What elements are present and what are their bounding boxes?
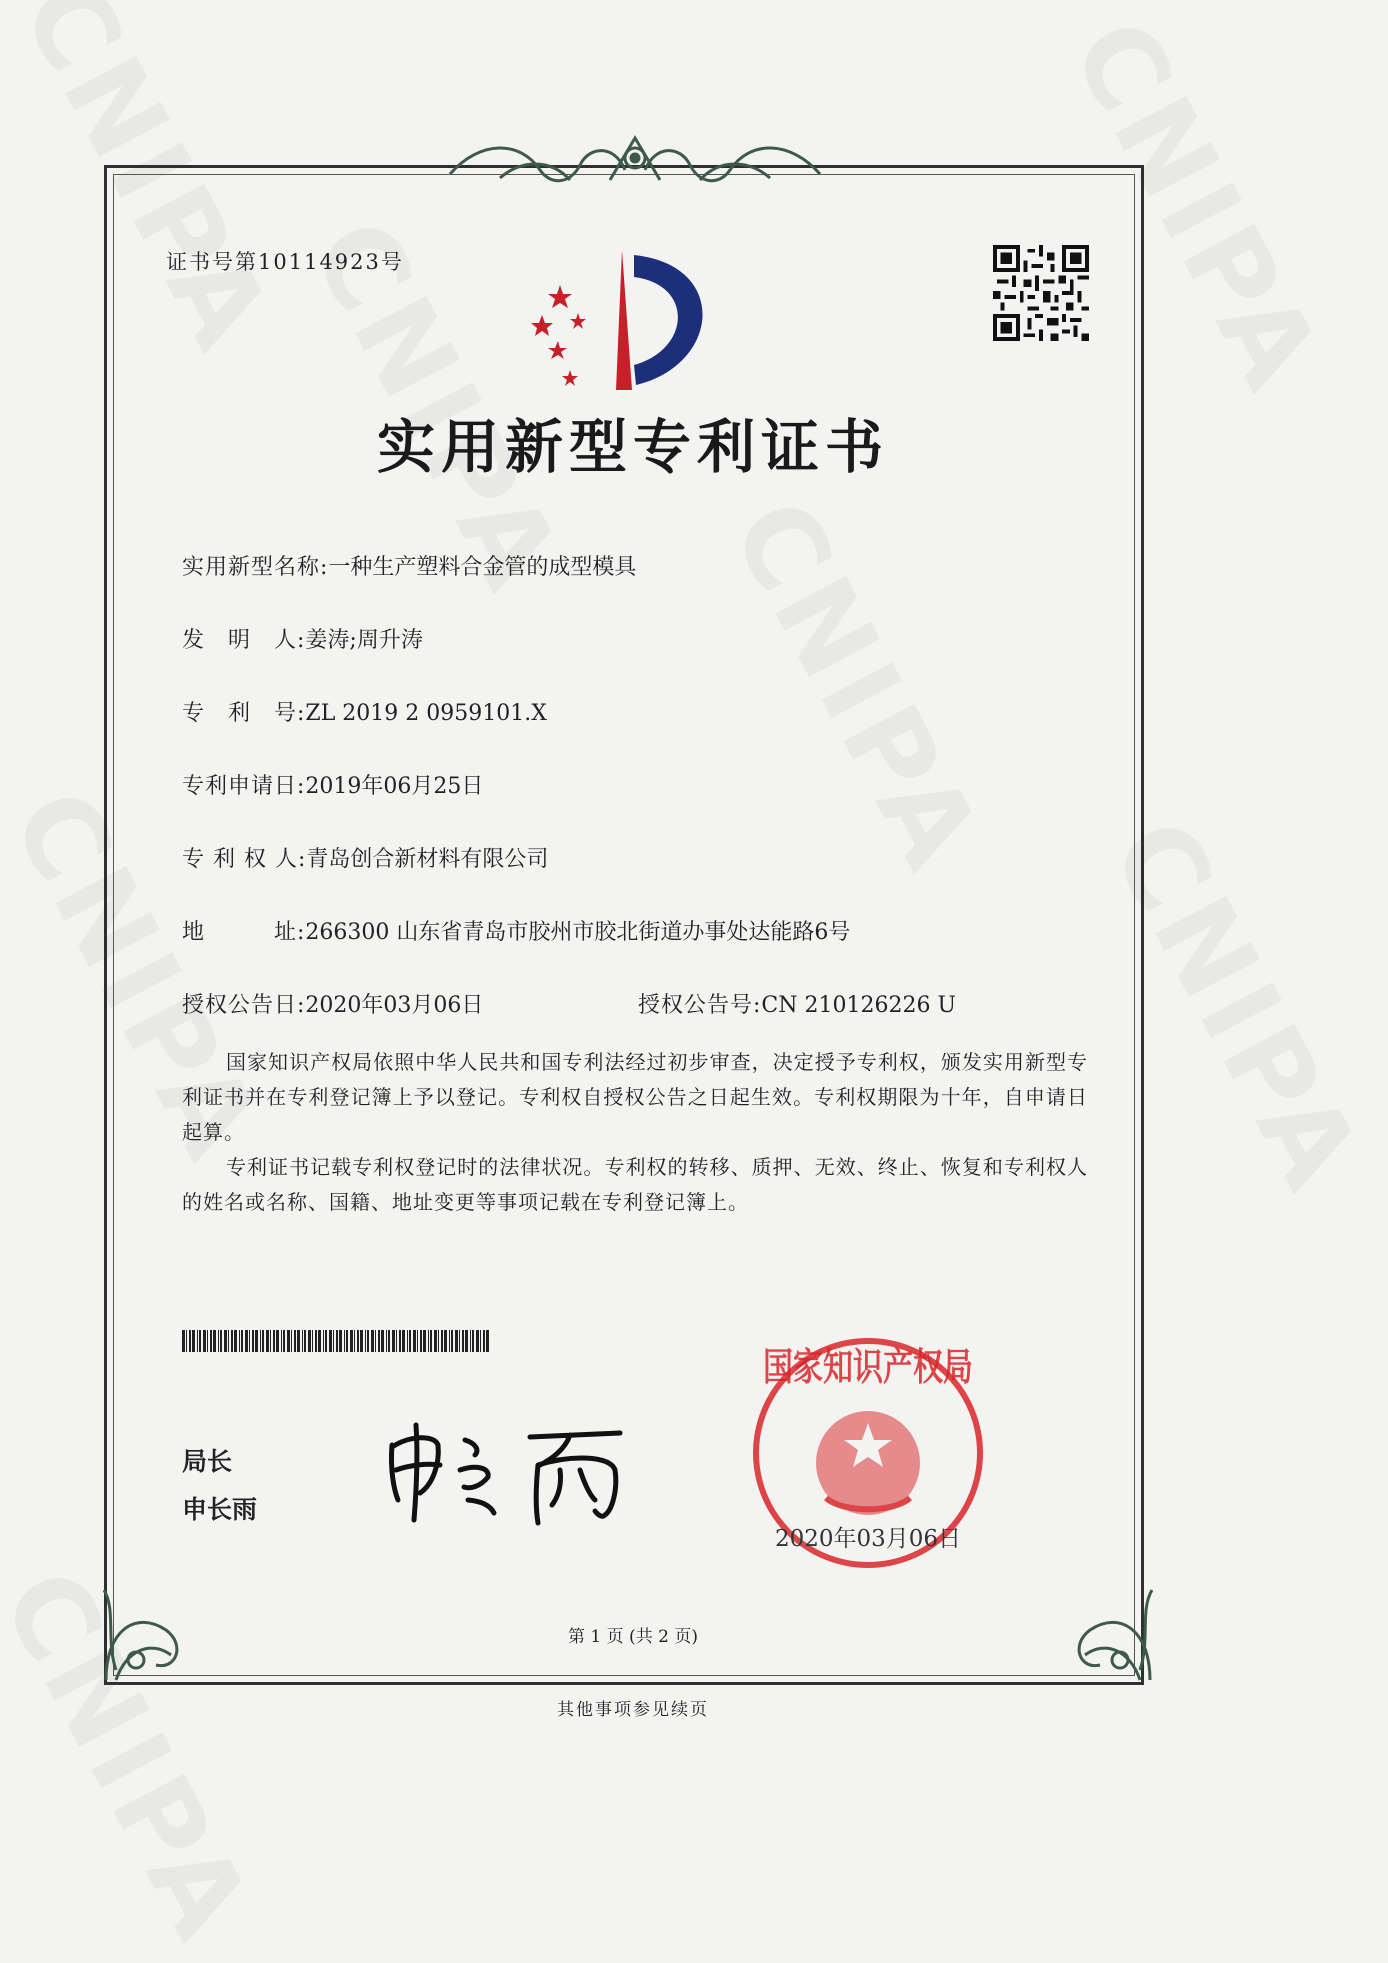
barcode-bar [239, 1330, 240, 1352]
barcode-bar [197, 1330, 198, 1352]
field-label: 地 址: [182, 920, 306, 945]
barcode-bar [294, 1330, 296, 1352]
barcode-bar [241, 1330, 243, 1352]
barcode-bar [308, 1330, 311, 1352]
field-label: 发 明 人: [182, 628, 306, 653]
barcode-bar [287, 1330, 290, 1352]
field-value: 一种生产塑料合金管的成型模具 [328, 555, 637, 580]
continued-page-note: 其他事项参见续页 [557, 1700, 709, 1720]
barcode-bar [203, 1330, 206, 1352]
barcode-bar [213, 1330, 216, 1352]
official-seal [738, 1328, 998, 1578]
barcode-bar [486, 1330, 489, 1352]
barcode-bar [297, 1330, 300, 1352]
barcode-bar [329, 1330, 332, 1352]
patent-number-field [182, 696, 547, 727]
barcode-bar [350, 1330, 353, 1352]
barcode-bar [375, 1330, 376, 1352]
barcode-bar [386, 1330, 387, 1352]
field-label: 授权公告日: [182, 993, 306, 1018]
barcode-bar [304, 1330, 306, 1352]
barcode-bar [371, 1330, 374, 1352]
barcode-bar [252, 1330, 254, 1352]
barcode-bar [480, 1330, 481, 1352]
handwritten-signature [380, 1415, 640, 1525]
filing-date-field [182, 769, 483, 800]
barcode-bar [312, 1330, 313, 1352]
barcode-bar [444, 1330, 447, 1352]
barcode-bar [465, 1330, 468, 1352]
barcode-bar [476, 1330, 479, 1352]
address-field [182, 915, 850, 946]
cnipa-logo [530, 245, 730, 395]
field-label: 专利申请日: [182, 774, 306, 799]
barcode-bar [413, 1330, 416, 1352]
barcode-bar [245, 1330, 248, 1352]
barcode-bar [182, 1330, 185, 1352]
signer-name: 申长雨 [182, 1495, 258, 1524]
seal-org-text: 国家知识产权局 [763, 1345, 973, 1389]
barcode-bar [367, 1330, 369, 1352]
barcode-bar [417, 1330, 418, 1352]
barcode-bar [207, 1330, 208, 1352]
barcode-bar [189, 1330, 191, 1352]
barcode-bar [339, 1330, 342, 1352]
barcode-bar [381, 1330, 384, 1352]
barcode-bar [472, 1330, 474, 1352]
barcode-bar [365, 1330, 366, 1352]
barcode-bar [428, 1330, 429, 1352]
signer-role: 局长 [182, 1447, 233, 1476]
legal-status-paragraph: 专利证书记载专利权登记时的法律状况。专利权的转移、质押、无效、终止、恢复和专利权人的姓名或名称、国籍、地址变更等事项记载在专利登记簿上。 [182, 1155, 1088, 1214]
inventor-field [182, 623, 423, 654]
barcode-bar [262, 1330, 264, 1352]
barcode-bar [420, 1330, 422, 1352]
barcode-bar [231, 1330, 233, 1352]
barcode-bar [441, 1330, 443, 1352]
field-label: 专 利 号: [182, 701, 306, 726]
barcode-bar [438, 1330, 439, 1352]
barcode-bar [388, 1330, 390, 1352]
field-label: 实用新型名称: [182, 555, 329, 580]
qr-code [993, 245, 1089, 341]
barcode-bar [199, 1330, 201, 1352]
field-value: 2020年03月06日 [305, 993, 484, 1018]
barcode-bar [318, 1330, 321, 1352]
field-value: CN 210126226 U [761, 993, 957, 1018]
patentee-field [182, 842, 548, 873]
barcode-bar [392, 1330, 395, 1352]
barcode-bar [399, 1330, 401, 1352]
barcode-bar [234, 1330, 237, 1352]
field-label: 授权公告号: [638, 993, 762, 1018]
utility-model-name-field [182, 550, 636, 581]
barcode [182, 1330, 494, 1352]
barcode-bar [255, 1330, 258, 1352]
barcode-bar [323, 1330, 324, 1352]
barcode-bar [346, 1330, 348, 1352]
field-value: 2019年06月25日 [305, 774, 484, 799]
grant-date-field [182, 988, 483, 1019]
barcode-bar [396, 1330, 397, 1352]
barcode-bar [354, 1330, 355, 1352]
barcode-bar [276, 1330, 279, 1352]
barcode-bar [449, 1330, 450, 1352]
barcode-bar [283, 1330, 285, 1352]
barcode-bar [302, 1330, 303, 1352]
field-value: ZL 2019 2 0959101.X [305, 701, 547, 726]
barcode-bar [186, 1330, 187, 1352]
barcode-bar [430, 1330, 432, 1352]
barcode-bar [455, 1330, 458, 1352]
barcode-bar [220, 1330, 222, 1352]
barcode-bar [270, 1330, 271, 1352]
barcode-bar [459, 1330, 460, 1352]
certificate-title: 实用新型专利证书 [376, 413, 889, 481]
barcode-bar [325, 1330, 327, 1352]
top-ornament [440, 130, 830, 194]
barcode-bar [451, 1330, 453, 1352]
barcode-bar [357, 1330, 359, 1352]
field-value: 266300 山东省青岛市胶州市胶北街道办事处达能路6号 [305, 920, 851, 945]
field-value: 姜涛;周升涛 [305, 628, 423, 653]
page-indicator: 第 1 页 (共 2 页) [568, 1627, 698, 1647]
barcode-bar [407, 1330, 408, 1352]
barcode-bar [344, 1330, 345, 1352]
barcode-bar [228, 1330, 229, 1352]
barcode-bar [281, 1330, 282, 1352]
barcode-bar [402, 1330, 405, 1352]
barcode-bar [333, 1330, 334, 1352]
barcode-bar [260, 1330, 261, 1352]
barcode-bar [336, 1330, 338, 1352]
barcode-bar [434, 1330, 437, 1352]
barcode-bar [462, 1330, 464, 1352]
barcode-bar [291, 1330, 292, 1352]
barcode-bar [470, 1330, 471, 1352]
barcode-bar [360, 1330, 363, 1352]
barcode-bar [266, 1330, 269, 1352]
barcode-bar [224, 1330, 227, 1352]
barcode-bar [218, 1330, 219, 1352]
grant-statement-paragraph: 国家知识产权局依照中华人民共和国专利法经过初步审查，决定授予专利权，颁发实用新型专利证书并在专利登记簿上予以登记。专利权自授权公告之日起生效。专利权期限为十年，自申请日起算。 [182, 1050, 1088, 1144]
barcode-bar [249, 1330, 250, 1352]
barcode-bar [409, 1330, 411, 1352]
barcode-bar [378, 1330, 380, 1352]
barcode-bar [483, 1330, 485, 1352]
grant-number-field [638, 988, 956, 1019]
seal-date-text: 2020年03月06日 [774, 1526, 962, 1552]
barcode-bar [210, 1330, 212, 1352]
barcode-bar [423, 1330, 426, 1352]
field-label: 专 利 权 人: [182, 847, 307, 872]
barcode-bar [315, 1330, 317, 1352]
field-value: 青岛创合新材料有限公司 [306, 847, 549, 872]
barcode-bar [273, 1330, 275, 1352]
certificate-number: 证书号第10114923号 [166, 250, 404, 274]
barcode-bar [192, 1330, 195, 1352]
